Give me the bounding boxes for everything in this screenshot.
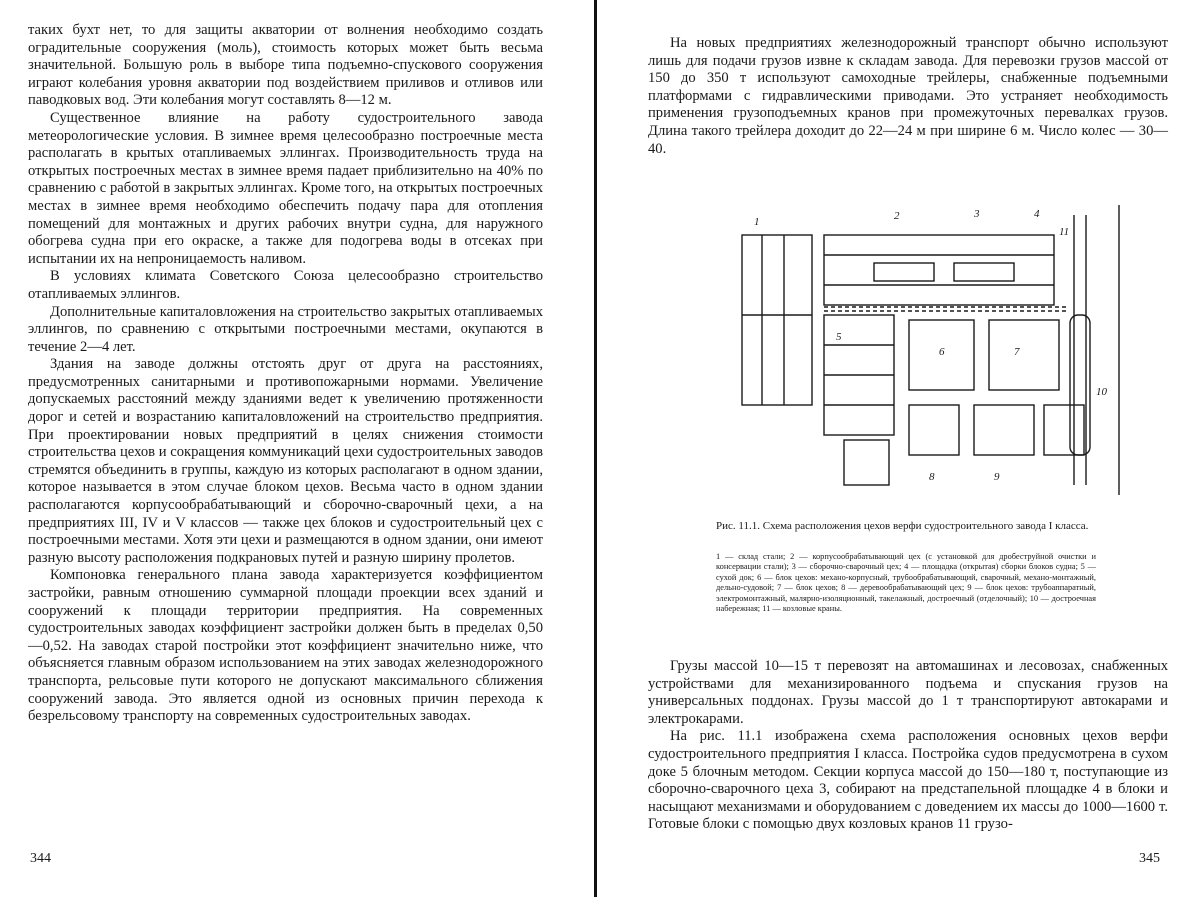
right-page-bottom-text — [648, 658, 1168, 834]
building-outline — [844, 440, 889, 485]
page-number-left: 344 — [30, 851, 51, 866]
figure-label: 8 — [929, 471, 935, 483]
figure-label: 9 — [994, 471, 1000, 483]
book-gutter — [594, 0, 597, 897]
figure-label: 5 — [836, 331, 842, 343]
legend-text: 1 — склад стали; 2 — корпусообрабатывающий цех (с установкой для дробеструйной очистки и консервации стали); 3 — сборочно-сварочный цех; 4 — площадка (открытая) сборки блоков судна; 5 — сухой док; 6 — блок цехов: механо-корпусный, трубообрабатывающий, сварочный, механо-монтажный, дельно-судовой; 7 — блок цехов; 8 — деревообрабатывающий цех; 9 — блок цехов: трубоаппаратный, электромонтажный, малярно-изоляционный, такелажный, достроечный (отделочный); 10 — достроечная набережная; 11 — козловые краны. — [716, 552, 1096, 614]
shipyard-layout-figure — [724, 195, 1164, 505]
paragraph: таких бухт нет, то для защиты акватории от волнения необходимо создать оградительные сооружения (моль), стоимость которых может быть весьма значительной. Большую роль в выборе типа подъемно-спускового сооружения играют колебания уровня акватории под воздействием приливов и отливов или паводковых вод. Эти колебания могут составлять 8—12 м. — [28, 22, 543, 109]
paragraph: Грузы массой 10—15 т перевозят на автомашинах и лесовозах, снабженных устройствами для механизированного подъема и спускания грузов на универсальных поддонах. Грузы массой до 1 т транспортируют автокарами и электрокарами. — [648, 658, 1168, 727]
building-outline — [1044, 405, 1084, 455]
left-page — [0, 0, 592, 897]
figure-label: 10 — [1096, 386, 1107, 398]
building-outline — [742, 235, 812, 405]
paragraph: В условиях климата Советского Союза целесообразно строительство отапливаемых эллингов. — [28, 268, 543, 302]
paragraph: Компоновка генерального плана завода характеризуется коэффициентом застройки, равным отношению суммарной площади проекции всех зданий и сооружений к площади территории предприятия. На современных судостроительных заводах коэффициент застройки должен быть в пределах 0,50—0,52. На заводах старой постройки этот коэффициент значительно ниже, что объясняется главным образом использованием на этих заводах железнодорожного транспорта, рельсовые пути которого не допускают максимального сближения сооружений завода. Это является одной из основных причин перехода к безрельсовому транспорту на современных судостроительных заводах. — [28, 567, 543, 725]
building-outline — [989, 320, 1059, 390]
paragraph: Здания на заводе должны отстоять друг от друга на расстояниях, предусмотренных санитарными и противопожарными нормами. Увеличение допускаемых расстояний между зданиями ведет к увеличению протяженности дорог и сетей и возрастанию капиталовложений на строительство предприятия. При проектировании новых предприятий в целях снижения стоимости строительства цехов и сокращения коммуникаций цехи судостроительных заводов стремятся объединить в группы, каждую из которых располагают в одном здании, которое называется в этом случае блоком цехов. Весьма часто в одном здании располагаются корпусообрабатывающий и сборочно-сварочный цехи, а на предприятиях III, IV и V классов — также цех блоков и судостроительный цех с построечными местами. Хотя эти цехи и размещаются в одном здании, они имеют разную высоту расположения подкрановых путей и разную ширину пролетов. — [28, 356, 543, 566]
figure-label: 2 — [894, 210, 900, 222]
figure-label: 11 — [1059, 226, 1070, 238]
right-page — [604, 0, 1200, 897]
paragraph: На рис. 11.1 изображена схема расположения основных цехов верфи судостроительного предприятия I класса. Постройка судов предусмотрена в сухом доке 5 блочным методом. Секции корпуса массой до 150—180 т, поступающие из сборочно-сварочного цеха 3, собирают на предстапельной площадке 4 в блоки и насыщают механизмами и оборудованием с доведением их массы до 1000—1600 т. Готовые блоки с помощью двух козловых кранов 11 грузо- — [648, 728, 1168, 833]
figure-label: 1 — [754, 216, 760, 228]
page-number-right: 345 — [1139, 851, 1160, 866]
shipyard-layout-diagram — [724, 195, 1164, 505]
figure-label: 4 — [1034, 208, 1040, 220]
figure-label: 3 — [974, 208, 980, 220]
building-outline — [909, 405, 959, 455]
left-page-text — [28, 22, 543, 726]
paragraph: На новых предприятиях железнодорожный транспорт обычно используют лишь для подачи грузов извне к складам завода. Для перевозки грузов массой от 150 до 350 т используют самоходные трейлеры, снабженные подъемными платформами с гидравлическими приводами. Это устраняет необходимость применения грузоподъемных кранов при промежуточных перевалках грузов. Длина такого трейлера доходит до 22—24 м при ширине 6 м. Число колес — 30—40. — [648, 35, 1168, 157]
figure-label: 6 — [939, 346, 945, 358]
right-page-top-text — [648, 35, 1168, 158]
figure-label: 7 — [1014, 346, 1020, 358]
figure-caption — [716, 520, 1096, 533]
caption-text: Рис. 11.1. Схема расположения цехов верфи судостроительного завода I класса. — [716, 520, 1089, 532]
paragraph: Существенное влияние на работу судостроительного завода метеорологические условия. В зимнее время целесообразно построечные места располагать в крытых отапливаемых эллингах. Производительность труда на открытых построечных местах в зимнее время падает приблизительно на 40% по сравнению с работой в закрытых эллингах. Кроме того, на открытых построечных местах в зимнее время необходимо обеспечить подачу пара для отопления помещений для монтажных и других рабочих внутри судна, для наружного обогрева судна при его окраске, а также для подогрева воды в отсеках при испытании их на непроницаемость наливом. — [28, 109, 543, 267]
building-outline — [824, 235, 1054, 305]
figure-legend — [716, 552, 1096, 614]
building-outline — [974, 405, 1034, 455]
paragraph: Дополнительные капиталовложения на строительство закрытых отапливаемых эллингов, по сравнению с открытыми построечными местами, окупаются в течение 2—4 лет. — [28, 303, 543, 355]
